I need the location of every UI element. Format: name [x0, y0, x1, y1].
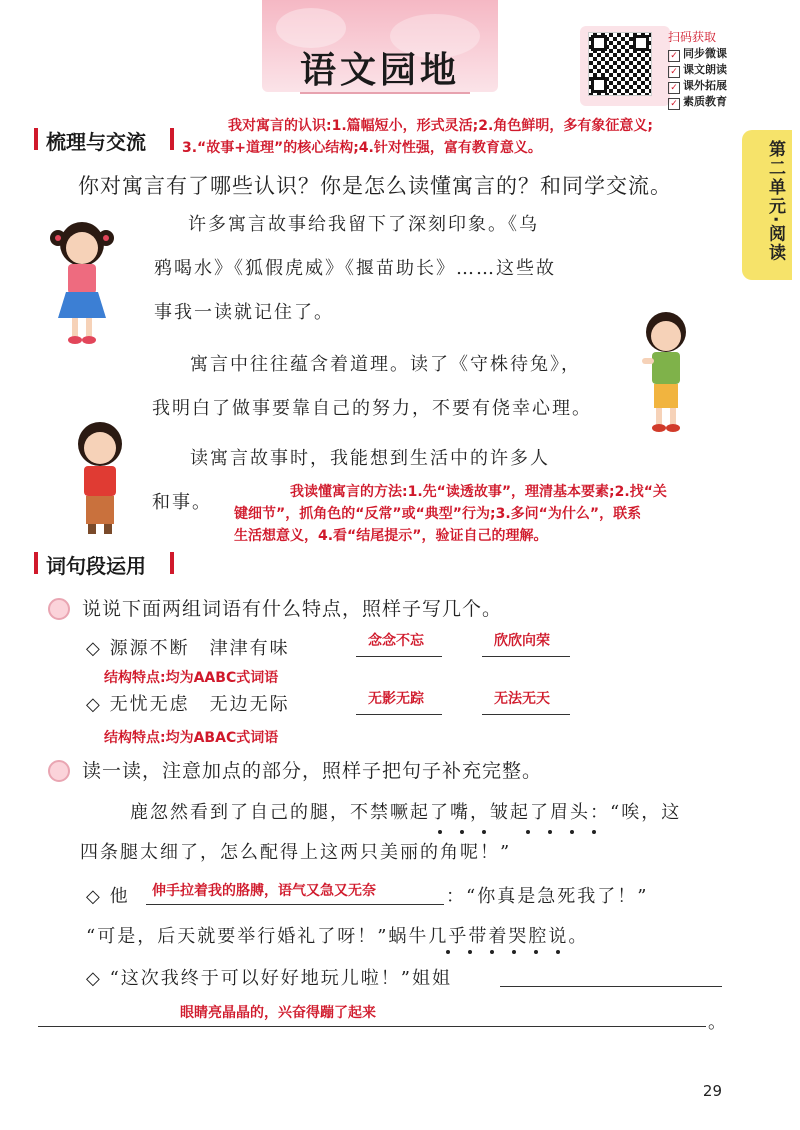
annotation-abac: 结构特点:均为ABAC式词语: [104, 730, 279, 746]
item-2-end: 。: [708, 1012, 728, 1033]
answer-line[interactable]: [500, 986, 722, 987]
word-group-1: ◇ 源源不断 津津有味: [86, 638, 290, 659]
answer-line[interactable]: [146, 904, 444, 905]
item-2-prefix: ◇ “这次我终于可以好好地玩儿啦！”姐姐: [86, 968, 452, 989]
word-group-2: ◇ 无忧无虑 无边无际: [86, 694, 290, 715]
checkbox-icon: ✓: [668, 50, 680, 62]
bubble-text-3-line-1: 读寓言故事时，我能想到生活中的许多人: [190, 448, 550, 469]
bubble-text-1-line-2: 鸦喝水》《狐假虎威》《揠苗助长》……这些故: [154, 258, 556, 279]
example-sentence-line-2: 四条腿太细了，怎么配得上这两只美丽的角呢！”: [80, 842, 512, 863]
checkbox-icon: ✓: [668, 82, 680, 94]
qr-caption: 扫码获取: [668, 30, 717, 44]
bubble-text-1-line-3: 事我一读就记住了。: [154, 302, 334, 323]
qr-item: ✓ 课文朗读: [668, 62, 727, 78]
annotation-reading-method-3: 生活想意义，4.看“结尾提示”，验证自己的理解。: [234, 528, 548, 544]
item-2-answer: 眼睛亮晶晶的，兴奋得蹦了起来: [180, 1005, 376, 1021]
page-title: 语文园地: [299, 50, 460, 91]
page-number: 29: [702, 1082, 722, 1100]
annotation-fable-understanding-1: 我对寓言的认识:1.篇幅短小，形式灵活;2.角色鲜明，多有象征意义;: [228, 118, 653, 134]
annotation-aabc: 结构特点:均为AABC式词语: [104, 670, 279, 686]
answer-line[interactable]: [38, 1026, 706, 1027]
answer-aabc-1: 念念不忘: [368, 633, 424, 649]
qr-item: ✓ 素质教育: [668, 94, 727, 110]
example-sentence-2: “可是，后天就要举行婚礼了呀！”蜗牛几乎带着哭腔说。: [86, 926, 589, 947]
bubble-text-1-line-1: 许多寓言故事给我留下了深刻印象。《乌: [188, 214, 539, 235]
item-1-suffix: ：“你真是急死我了！”: [446, 886, 649, 907]
bubble-text-3-line-2: 和事。: [152, 492, 212, 513]
checkbox-icon: ✓: [668, 98, 680, 110]
answer-aabc-2: 欣欣向荣: [494, 633, 550, 649]
example-sentence-line-1: 鹿忽然看到了自己的腿，不禁噘起了嘴，皱起了眉头：“唉，这: [130, 802, 682, 823]
annotation-reading-method-1: 我读懂寓言的方法:1.先“读透故事”，理清基本要素;2.找“关: [290, 484, 667, 500]
item-1-prefix: ◇ 他: [86, 886, 130, 907]
unit-label: 第二单元·阅读: [765, 140, 785, 263]
discussion-prompt: 你对寓言有了哪些认识？你是怎么读懂寓言的？和同学交流。: [78, 174, 672, 198]
answer-abac-1: 无影无踪: [368, 691, 424, 707]
question-1-text: 说说下面两组词语有什么特点，照样子写几个。: [82, 598, 503, 620]
annotation-fable-understanding-2: 3.“故事+道理”的核心结构;4.针对性强，富有教育意义。: [182, 140, 542, 156]
bubble-text-2-line-1: 寓言中往往蕴含着道理。读了《守株待兔》，: [190, 354, 581, 375]
section-heading-usage: 词句段运用: [46, 554, 146, 578]
item-1-answer: 伸手拉着我的胳膊，语气又急又无奈: [152, 883, 376, 899]
section-heading-summary: 梳理与交流: [46, 130, 146, 154]
checkbox-icon: ✓: [668, 66, 680, 78]
answer-abac-2: 无法无天: [494, 691, 550, 707]
qr-item: ✓ 课外拓展: [668, 78, 727, 94]
qr-item: ✓ 同步微课: [668, 46, 727, 62]
annotation-reading-method-2: 键细节”，抓角色的“反常”或“典型”行为;3.多问“为什么”，联系: [234, 506, 642, 522]
bubble-text-2-line-2: 我明白了做事要靠自己的努力，不要有侥幸心理。: [152, 398, 592, 419]
question-2-text: 读一读，注意加点的部分，照样子把句子补充完整。: [82, 760, 543, 782]
